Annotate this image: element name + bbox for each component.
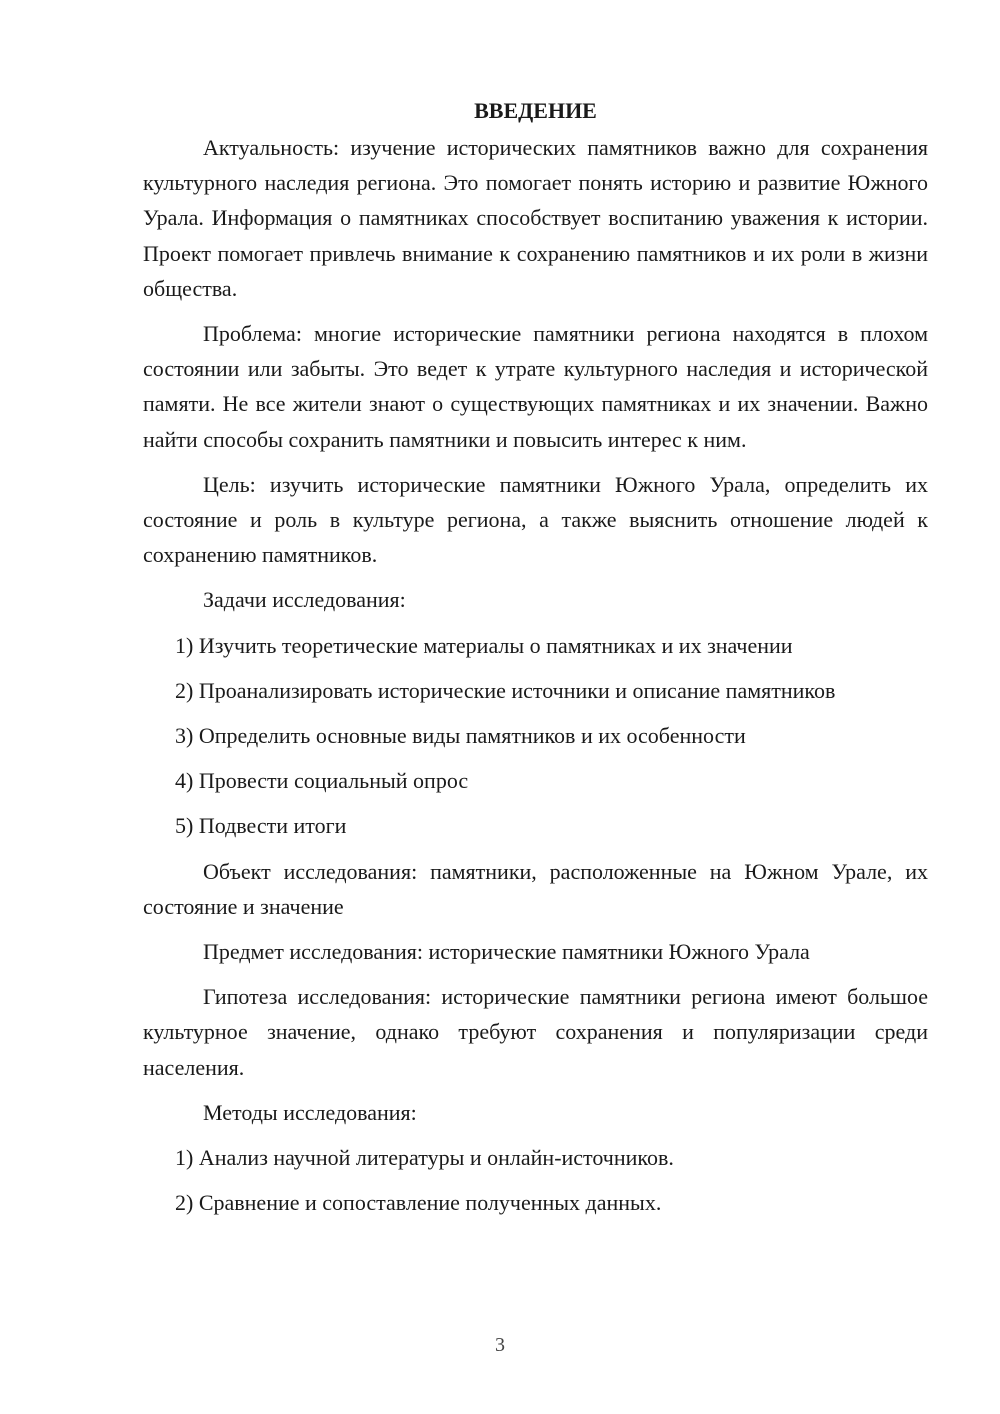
task-item: 5) Подвести итоги <box>175 813 347 839</box>
relevance-paragraph: Актуальность: изучение исторических памятников важно для сохранения культурного наследия региона. Это помогает понять историю и развитие Южного Урала. Информация о памятниках способствует воспитанию уважения к истории. Проект помогает привлечь внимание к сохранению памятников и их роли в жизни общества. <box>143 135 928 301</box>
hypothesis-paragraph: Гипотеза исследования: исторические памятники региона имеют большое культурное значение, однако требуют сохранения и популяризации среди населения. <box>143 984 928 1080</box>
task-item: 4) Провести социальный опрос <box>175 768 469 794</box>
goal-paragraph: Цель: изучить исторические памятники Южного Урала, определить их состояние и роль в культуре региона, а также выяснить отношение людей к сохранению памятников. <box>143 471 928 568</box>
task-item: 1) Изучить теоретические материалы о памятниках и их значении <box>175 632 793 658</box>
method-item: 2) Сравнение и сопоставление полученных данных. <box>175 1190 662 1216</box>
subject-paragraph: Предмет исследования: исторические памятники Южного Урала <box>203 939 810 965</box>
tasks-heading: Задачи исследования: <box>203 587 406 613</box>
task-item: 3) Определить основные виды памятников и их особенности <box>175 723 746 749</box>
task-item: 2) Проанализировать исторические источники и описание памятников <box>175 677 836 703</box>
methods-heading: Методы исследования: <box>203 1099 417 1125</box>
section-title: ВВЕДЕНИЕ <box>474 98 597 123</box>
problem-paragraph: Проблема: многие исторические памятники региона находятся в плохом состоянии или забыты. Это ведет к утрате культурного наследия и исторической памяти. Не все жители знают о существующих памятниках и их значении. Важно найти способы сохранить памятники и повысить интерес к ним. <box>143 321 928 452</box>
page-content <box>143 93 928 1230</box>
method-item: 1) Анализ научной литературы и онлайн-источников. <box>175 1145 674 1171</box>
object-paragraph: Объект исследования: памятники, расположенные на Южном Урале, их состояние и значение <box>143 858 928 919</box>
page-number: 3 <box>495 1334 505 1356</box>
